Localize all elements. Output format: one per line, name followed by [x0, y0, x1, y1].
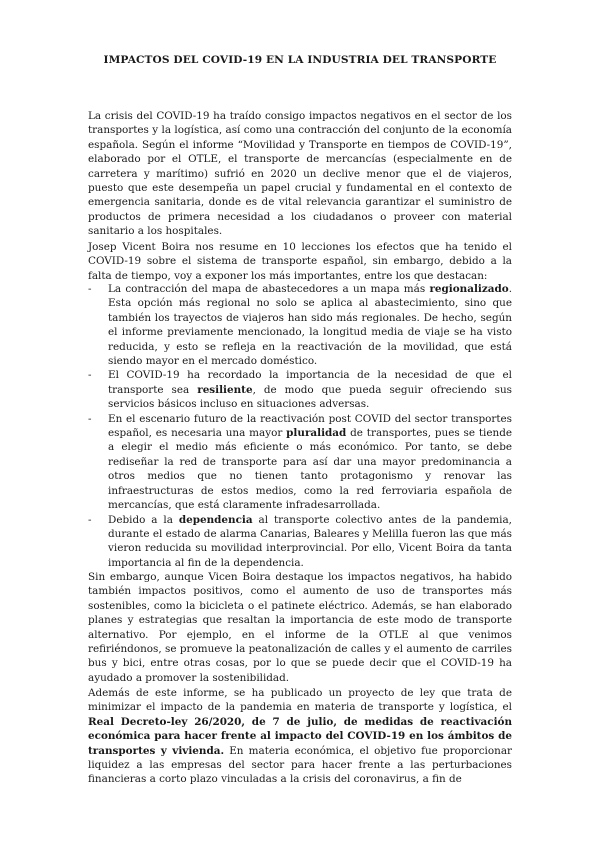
bold-term: resiliente	[197, 383, 253, 396]
document-title: IMPACTOS DEL COVID-19 EN LA INDUSTRIA DEL TRANSPORTE	[103, 54, 497, 66]
decree-title: Real Decreto-ley 26/2020, de 7 de julio, de medidas de reactivación económica para hacer frente al impacto del COVID-19 en los ámbitos de transportes y vivienda.	[88, 715, 512, 757]
bullet-dash: -	[88, 369, 92, 382]
bullet-dash: -	[88, 513, 92, 526]
list-item: - La contracción del mapa de abastecedores a un mapa más regionalizado. Esta opción más regional no solo se aplica al abastecimiento, sino que también los trayectos de viajeros han sido más regionales. De hecho, según el informe previamente mencionado, la longitud media de viaje se ha visto reducida, y esto se refleja en la reactivación de la movilidad, que está siendo mayor en el mercado doméstico.	[88, 283, 512, 368]
paragraph-intro: La crisis del COVID-19 ha traído consigo impactos negativos en el sector de los transportes y la logística, así como una contracción del conjunto de la economía española. Según el informe “Movilidad y Transporte en tiempos de COVID-19”, elaborado por el OTLE, el transporte de mercancías (especialmente en de carretera y marítimo) sufrió en 2020 un declive menor que el de viajeros, puesto que este desempeña un papel crucial y fundamental en el contexto de emergencia sanitaria, donde es de vital relevancia garantizar el suministro de productos de primera necesidad a los ciudadanos o proveer con material sanitario a los hospitales.	[88, 110, 512, 238]
bold-term: regionalizado	[429, 283, 509, 295]
bullet-dash: -	[88, 283, 92, 295]
list-item: - El COVID-19 ha recordado la importancia de la necesidad de que el transporte sea resiliente, de modo que pueda seguir ofreciendo sus servicios básicos incluso en situaciones adversas.	[88, 369, 513, 411]
paragraph-positive-impacts: Sin embargo, aunque Vicen Boira destaque los impactos negativos, ha habido también impactos positivos, como el aumento de uso de transportes más sostenibles, como la bicicleta o el patinete eléctrico. Además, se han elaborado planes y estrategias que resaltan la importancia de este modo de transporte alternativo. Por ejemplo, en el informe de la OTLE al que venimos refiriéndonos, se promueve la peatonalización de calles y el aumento de carriles bus y bici, entre otras cosas, por lo que se puede decir que el COVID-19 ha ayudado a promover la sostenibilidad.	[88, 571, 512, 684]
list-item: - Debido a la dependencia al transporte colectivo antes de la pandemia, durante el estado de alarma Canarias, Baleares y Melilla fueron las que más vieron reducida su movilidad interprovincial. Por ello, Vicent Boira da tanta importancia al fin de la dependencia.	[88, 513, 512, 569]
bold-term: dependencia	[178, 513, 253, 526]
bold-term: pluralidad	[286, 427, 347, 440]
lessons-list	[88, 282, 512, 570]
bullet-dash: -	[88, 412, 92, 425]
paragraph-boira-summary: Josep Vicent Boira nos resume en 10 lecciones los efectos que ha tenido el COVID-19 sobre el sistema de transporte español, sin embargo, debido a la falta de tiempo, voy a exponer los más importantes, entre los que destacan:	[88, 241, 512, 282]
list-item: - En el escenario futuro de la reactivación post COVID del sector transportes español, es necesaria una mayor pluralidad de transportes, pues se tiende a elegir el medio más eficiente o más económico. Por tanto, se debe rediseñar la red de transporte para así dar una mayor predominancia a otros medios que no tienen tanto protagonismo y renovar las infraestructuras de estos medios, como la red ferroviaria española de mercancías, que está claramente infradesarrollada.	[88, 412, 512, 512]
paragraph-royal-decree: Además de este informe, se ha publicado un proyecto de ley que trata de minimizar el impacto de la pandemia en materia de transporte y logística, el Real Decreto-ley 26/2020, de 7 de julio, de medidas de reactivación económica para hacer frente al impacto del COVID-19 en los ámbitos de transportes y vivienda. En materia económica, el objetivo fue proporcionar liquidez a las empresas del sector para hacer frente a las perturbaciones financieras a corto plazo vinculadas a la crisis del coronavirus, a fin de	[88, 687, 512, 786]
